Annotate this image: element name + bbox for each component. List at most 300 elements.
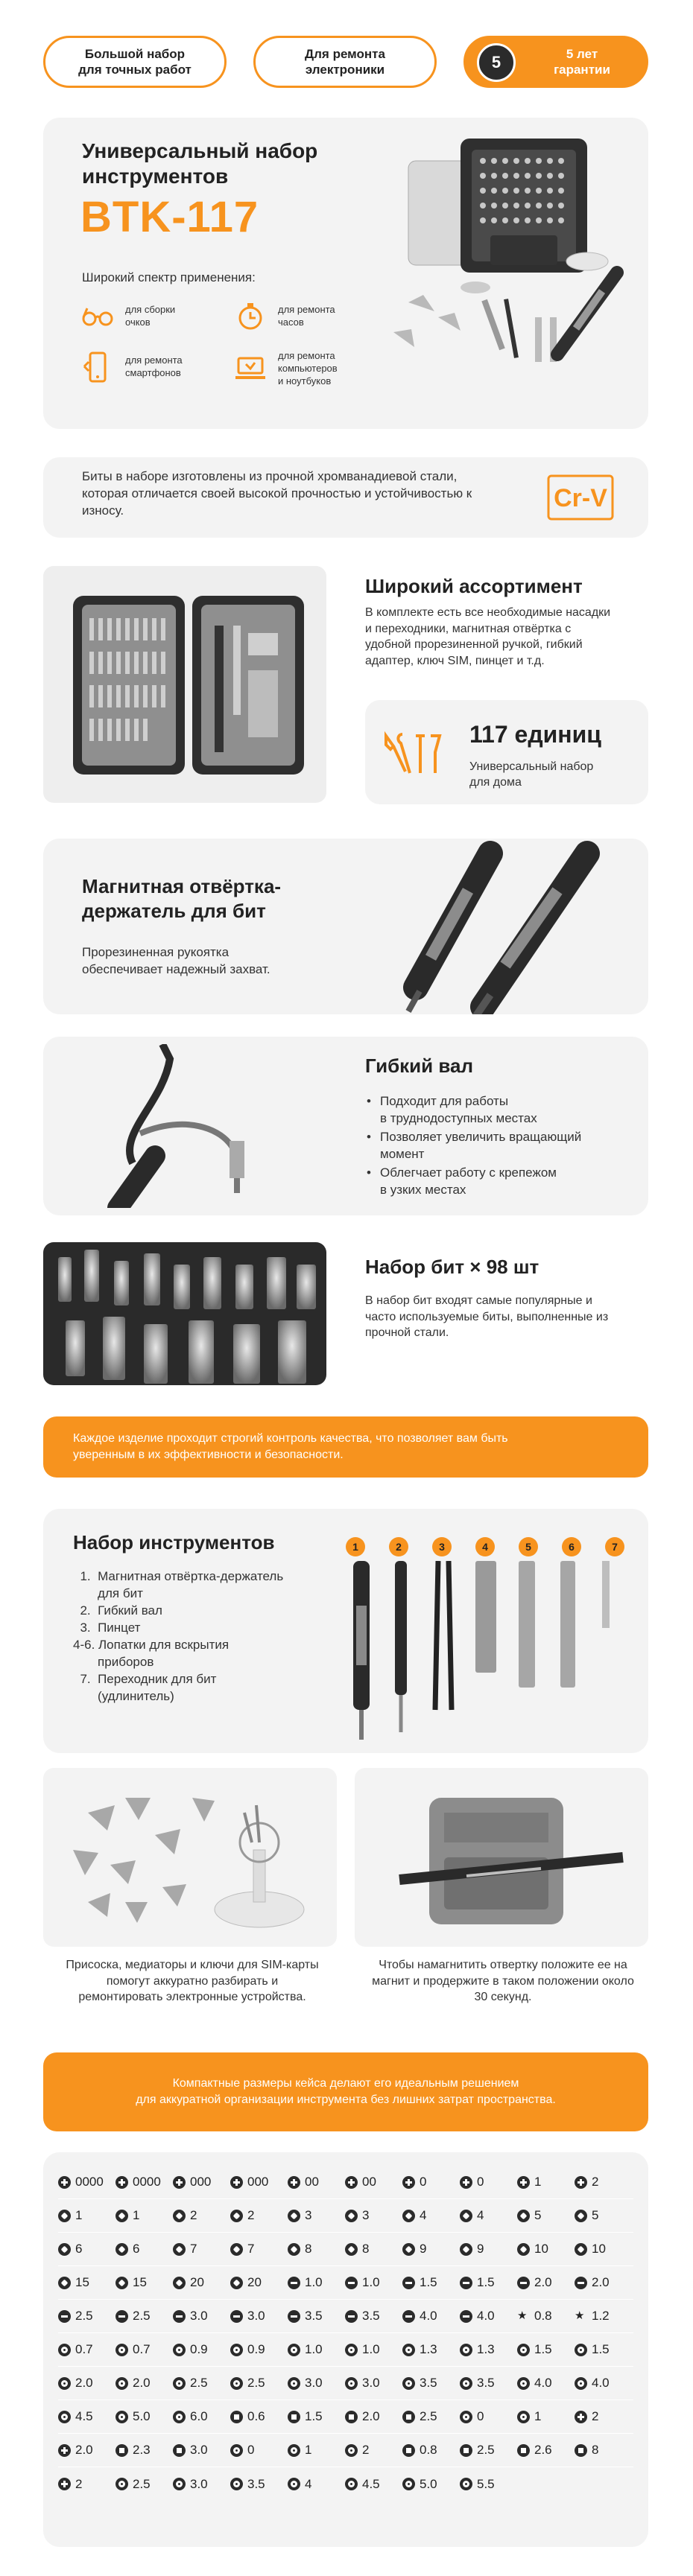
phillips-bit-icon <box>575 2411 587 2423</box>
star-bit-icon <box>575 2310 587 2323</box>
bit-size: 3.5 <box>305 2309 323 2323</box>
bit-size: 0.9 <box>190 2342 208 2356</box>
bit-cell <box>402 2275 460 2290</box>
bit-size: 2.0 <box>534 2275 552 2289</box>
bit-size: 1.5 <box>477 2275 495 2289</box>
bit-size: 6 <box>133 2242 140 2256</box>
bit-cell <box>460 2376 517 2391</box>
torx-bit-icon <box>460 2243 472 2256</box>
flex-title: Гибкий вал <box>365 1055 473 1077</box>
bit-cell <box>460 2175 517 2189</box>
tools-card <box>43 1509 648 1753</box>
torx-bit-icon <box>460 2210 472 2222</box>
tools-list <box>73 1568 341 1705</box>
tool-number-badge: 4 <box>475 1537 495 1556</box>
torx-bit-icon <box>345 2210 358 2222</box>
bit-size: 20 <box>190 2275 204 2289</box>
bit-size: 1.5 <box>592 2342 610 2356</box>
bit-size: 0 <box>477 2409 484 2423</box>
hex-bit-icon <box>288 2377 300 2390</box>
bit-size: 1 <box>75 2208 83 2222</box>
phillips-bit-icon <box>58 2444 71 2457</box>
flex-shaft-image <box>73 1044 319 1208</box>
bit-size: 8 <box>362 2242 370 2256</box>
feature-smartphone-label: для ремонта смартфонов <box>125 354 183 378</box>
bit-cell <box>345 2242 402 2257</box>
bit-size: 0000 <box>75 2175 104 2189</box>
hex-bit-icon <box>460 2344 472 2356</box>
compact-banner <box>43 2052 648 2131</box>
torx-bit-icon <box>288 2243 300 2256</box>
crv-card <box>43 457 648 538</box>
bit-size: 3.0 <box>190 2309 208 2323</box>
torx-bit-icon <box>345 2243 358 2256</box>
bit-cell <box>517 2242 575 2257</box>
bit-size: 4.0 <box>420 2309 437 2323</box>
slotted-bit-icon <box>460 2277 472 2289</box>
bit-size: 1.5 <box>420 2275 437 2289</box>
bit-size: 1 <box>534 2175 542 2189</box>
bit-cell <box>58 2175 116 2189</box>
bit-size: 2.0 <box>75 2376 93 2390</box>
bit-size: 5.0 <box>133 2409 151 2423</box>
bit-cell <box>402 2409 460 2424</box>
model-name: BTK-117 <box>80 193 259 241</box>
bit-cell <box>402 2309 460 2324</box>
pill-electronics-repair: Для ремонта электроники <box>253 36 437 88</box>
bit-cell <box>460 2208 517 2223</box>
hex-bit-icon <box>460 2411 472 2423</box>
bit-size: 7 <box>247 2242 255 2256</box>
square-bit-icon <box>173 2444 186 2457</box>
torx-bit-icon <box>575 2210 587 2222</box>
slotted-bit-icon <box>173 2310 186 2323</box>
bit-size: 1.3 <box>477 2342 495 2356</box>
bit-cell <box>517 2443 575 2458</box>
square-bit-icon <box>460 2444 472 2457</box>
bit-cell <box>575 2309 632 2324</box>
bit-cell <box>173 2342 230 2357</box>
bits-row <box>58 2300 633 2333</box>
bit-cell <box>116 2477 173 2492</box>
flex-bullet: • Подходит для работы в труднодоступных местах <box>365 1093 633 1128</box>
bit-size: 10 <box>592 2242 606 2256</box>
bit-size: 0.7 <box>75 2342 93 2356</box>
bit-cell <box>460 2342 517 2357</box>
hex-bit-icon <box>230 2377 243 2390</box>
bits-row <box>58 2367 633 2400</box>
bit-size: 4.0 <box>477 2309 495 2323</box>
bit-size: 2.0 <box>133 2376 151 2390</box>
tools-image <box>341 1561 639 1747</box>
bit-size: 3.0 <box>190 2443 208 2457</box>
bit-cell <box>575 2208 632 2223</box>
hex-bit-icon <box>173 2344 186 2356</box>
tool-number-badge: 5 <box>519 1537 538 1556</box>
bit-size: 1.5 <box>534 2342 552 2356</box>
crv-logo-icon <box>546 474 615 521</box>
bit-size: 2.6 <box>534 2443 552 2457</box>
bit-cell <box>517 2175 575 2189</box>
bit-size: 000 <box>247 2175 269 2189</box>
bit-cell <box>575 2242 632 2257</box>
bit-size: 2.3 <box>133 2443 151 2457</box>
glasses-icon <box>80 299 115 334</box>
bit-cell <box>575 2342 632 2357</box>
count-subtitle: Универсальный набор для дома <box>469 760 594 789</box>
bit-cell <box>288 2409 345 2424</box>
torx-bit-icon <box>575 2243 587 2256</box>
phillips-bit-icon <box>575 2176 587 2189</box>
bit-cell <box>460 2477 517 2492</box>
bit-cell <box>230 2275 288 2290</box>
bit-size: 5.0 <box>420 2476 437 2491</box>
bit-size: 0 <box>247 2443 255 2457</box>
hex-bit-icon <box>460 2377 472 2390</box>
bit-size: 2 <box>592 2175 599 2189</box>
square-bit-icon <box>288 2411 300 2423</box>
bit-size: 2.5 <box>133 2309 151 2323</box>
bit-cell <box>58 2208 116 2223</box>
hex-bit-icon <box>173 2377 186 2390</box>
bit-cell <box>58 2443 116 2458</box>
bit-size: 00 <box>305 2175 319 2189</box>
phillips-bit-icon <box>402 2176 415 2189</box>
bit-size: 000 <box>190 2175 212 2189</box>
hex-bit-icon <box>230 2444 243 2457</box>
slotted-bit-icon <box>402 2277 415 2289</box>
bit-size: 9 <box>477 2242 484 2256</box>
bit-cell <box>173 2275 230 2290</box>
tool-number-badge: 7 <box>605 1537 624 1556</box>
tools-list-item: 1. Магнитная отвёртка-держатель для бит <box>80 1569 284 1600</box>
quality-text: Каждое изделие проходит строгий контроль качества, что позволяет вам быть уверенным в их эффективности и безопасности. <box>73 1431 508 1461</box>
bitset-title: Набор бит × 98 шт <box>365 1256 539 1278</box>
tools-title: Набор инструментов <box>73 1531 275 1553</box>
bit-size: 1 <box>534 2409 542 2423</box>
crv-logo-text: Cr-V <box>554 484 607 512</box>
bit-size: 20 <box>247 2275 262 2289</box>
bit-cell <box>345 2309 402 2324</box>
bit-size: 0 <box>477 2175 484 2189</box>
hex-bit-icon <box>58 2411 71 2423</box>
bit-size: 2.5 <box>190 2376 208 2390</box>
hex-bit-icon <box>345 2444 358 2457</box>
bit-cell <box>575 2409 632 2424</box>
laptop-icon <box>233 352 268 386</box>
bit-cell <box>345 2175 402 2189</box>
tools-list-item: 2. Гибкий вал <box>73 1603 162 1618</box>
magnetizer-caption: Чтобы намагнитить отвертку положите ее на магнит и продержите в таком положении около 30 секунд. <box>372 1959 634 2004</box>
bit-cell <box>58 2242 116 2257</box>
flex-bullet: • Облегчает работу с крепежом в узких местах <box>365 1165 633 1199</box>
magnetic-title: Магнитная отвёртка- держатель для бит <box>82 875 282 922</box>
bit-size: 00 <box>362 2175 376 2189</box>
bit-cell <box>116 2376 173 2391</box>
count-value: 117 единиц <box>469 721 601 748</box>
feature-smartphone <box>80 350 183 384</box>
bit-cell <box>517 2409 575 2424</box>
bit-cell <box>116 2175 173 2189</box>
torx-bit-icon <box>517 2243 530 2256</box>
crv-text: Биты в наборе изготовлены из прочной хромванадиевой стали, которая отличается своей высокой прочностью и устойчивостью к износу. <box>82 469 472 518</box>
hex-bit-icon <box>345 2377 358 2390</box>
hex-bit-icon <box>288 2478 300 2490</box>
bit-cell <box>173 2443 230 2458</box>
assortment-title: Широкий ассортимент <box>365 575 583 597</box>
bit-size: 3.5 <box>247 2476 265 2491</box>
bit-cell <box>460 2275 517 2290</box>
torx-bit-icon <box>230 2243 243 2256</box>
bit-cell <box>460 2309 517 2324</box>
bit-size: 4.5 <box>75 2409 93 2423</box>
phillips-bit-icon <box>230 2176 243 2189</box>
phillips-bit-icon <box>116 2176 128 2189</box>
bit-cell <box>288 2275 345 2290</box>
bits-row <box>58 2166 633 2199</box>
bit-size: 2 <box>247 2208 255 2222</box>
bit-size: 4.0 <box>592 2376 610 2390</box>
torx-bit-icon <box>58 2277 71 2289</box>
bit-cell <box>230 2242 288 2257</box>
bit-cell <box>173 2175 230 2189</box>
warranty-badge-icon: 5 <box>477 43 516 82</box>
hero-card <box>43 118 648 429</box>
bit-size: 0000 <box>133 2175 161 2189</box>
bit-size: 5 <box>592 2208 599 2222</box>
bit-cell <box>230 2309 288 2324</box>
tool-number-badge: 1 <box>346 1537 365 1556</box>
hex-bit-icon <box>116 2478 128 2490</box>
bit-cell <box>58 2409 116 2424</box>
bit-size: 4.5 <box>362 2476 380 2491</box>
square-bit-icon <box>116 2444 128 2457</box>
bit-cell <box>402 2242 460 2257</box>
bit-cell <box>517 2376 575 2391</box>
slotted-bit-icon <box>58 2310 71 2323</box>
bit-size: 15 <box>75 2275 89 2289</box>
bit-cell <box>402 2208 460 2223</box>
bit-size: 1.0 <box>362 2275 380 2289</box>
phillips-bit-icon <box>58 2478 71 2490</box>
torx-bit-icon <box>402 2243 415 2256</box>
bit-cell <box>517 2208 575 2223</box>
count-card <box>365 700 648 804</box>
slotted-bit-icon <box>230 2310 243 2323</box>
bit-size: 3.5 <box>420 2376 437 2390</box>
bit-cell <box>288 2309 345 2324</box>
bit-size: 2.5 <box>477 2443 495 2457</box>
bit-cell <box>517 2342 575 2357</box>
bit-cell <box>517 2309 575 2324</box>
bit-cell <box>345 2409 402 2424</box>
bit-size: 7 <box>190 2242 197 2256</box>
bit-size: 1 <box>305 2443 312 2457</box>
torx-bit-icon <box>116 2277 128 2289</box>
warranty-label: 5 лет гарантии <box>554 46 610 77</box>
magnetizer-photo <box>355 1768 648 1947</box>
bit-size: 1.0 <box>305 2275 323 2289</box>
slotted-bit-icon <box>345 2310 358 2323</box>
smartphone-icon <box>80 350 115 384</box>
tool-number-badge: 3 <box>432 1537 452 1556</box>
phillips-bit-icon <box>288 2176 300 2189</box>
hex-bit-icon <box>517 2411 530 2423</box>
torx-bit-icon <box>58 2243 71 2256</box>
bit-size: 4.0 <box>534 2376 552 2390</box>
bit-cell <box>288 2376 345 2391</box>
hex-bit-icon <box>116 2411 128 2423</box>
bit-cell <box>288 2477 345 2492</box>
bit-size: 0.8 <box>420 2443 437 2457</box>
torx-bit-icon <box>517 2210 530 2222</box>
square-bit-icon <box>575 2444 587 2457</box>
flex-bullet: • Позволяет увеличить вращающий момент <box>365 1129 633 1163</box>
bit-cell <box>173 2208 230 2223</box>
bit-cell <box>288 2443 345 2458</box>
torx-bit-icon <box>230 2210 243 2222</box>
bit-size: 5 <box>534 2208 542 2222</box>
bit-cell <box>460 2409 517 2424</box>
bit-cell <box>288 2208 345 2223</box>
bit-size: 0.8 <box>534 2309 552 2323</box>
bit-size: 1 <box>133 2208 140 2222</box>
bit-cell <box>58 2309 116 2324</box>
bit-cell <box>230 2175 288 2189</box>
bit-size: 15 <box>133 2275 147 2289</box>
bits-row <box>58 2266 633 2300</box>
torx-bit-icon <box>402 2210 415 2222</box>
tools-list-item: 4-6. Лопатки для вскрытия приборов <box>73 1637 230 1669</box>
bit-cell <box>345 2477 402 2492</box>
bit-cell <box>116 2443 173 2458</box>
bit-cell <box>173 2409 230 2424</box>
square-bit-icon <box>230 2411 243 2423</box>
bit-size: 10 <box>534 2242 548 2256</box>
bit-size: 4 <box>477 2208 484 2222</box>
feature-computers-label: для ремонта компьютеров и ноутбуков <box>278 350 338 387</box>
bit-cell <box>230 2376 288 2391</box>
screwdriver-image <box>364 839 648 1014</box>
bit-cell <box>58 2275 116 2290</box>
slotted-bit-icon <box>116 2310 128 2323</box>
bit-size: 3.0 <box>190 2476 208 2491</box>
applications-title: Широкий спектр применения: <box>82 270 256 284</box>
bit-cell <box>173 2242 230 2257</box>
slotted-bit-icon <box>288 2277 300 2289</box>
hex-bit-icon <box>173 2411 186 2423</box>
bit-size: 9 <box>420 2242 427 2256</box>
hex-bit-icon <box>345 2478 358 2490</box>
magnetic-card <box>43 839 648 1014</box>
assortment-text: В комплекте есть все необходимые насадки и переходники, магнитная отвёртка с удобной прорезиненной ручкой, гибкий адаптер, ключ SIM, пинцет и т.д. <box>365 606 611 667</box>
hex-bit-icon <box>402 2478 415 2490</box>
bit-cell <box>230 2477 288 2492</box>
bit-cell <box>173 2309 230 2324</box>
star-bit-icon <box>517 2310 530 2323</box>
quality-banner <box>43 1416 648 1478</box>
flex-bullets <box>365 1093 633 1200</box>
torx-bit-icon <box>230 2277 243 2289</box>
bit-size: 3.5 <box>477 2376 495 2390</box>
phillips-bit-icon <box>517 2176 530 2189</box>
bit-cell <box>173 2477 230 2492</box>
bit-cell <box>402 2477 460 2492</box>
accessories-photo <box>43 1768 337 1947</box>
bit-cell <box>345 2208 402 2223</box>
hex-bit-icon <box>575 2344 587 2356</box>
bit-size: 5.5 <box>477 2476 495 2491</box>
bits-closeup-photo <box>43 1242 326 1385</box>
bit-size: 2 <box>190 2208 197 2222</box>
bit-size: 3 <box>305 2208 312 2222</box>
bit-cell <box>116 2342 173 2357</box>
bit-size: 2.5 <box>247 2376 265 2390</box>
bit-cell <box>575 2175 632 2189</box>
feature-computers <box>233 350 338 388</box>
torx-bit-icon <box>288 2210 300 2222</box>
tool-number-badge: 6 <box>562 1537 581 1556</box>
bit-cell <box>116 2309 173 2324</box>
bit-cell <box>116 2242 173 2257</box>
bit-size: 2 <box>75 2476 83 2491</box>
tools-list-item: 7. Переходник для бит (удлинитель) <box>80 1671 217 1703</box>
bit-cell <box>288 2342 345 2357</box>
tool-number-badge: 2 <box>389 1537 408 1556</box>
bit-cell <box>230 2443 288 2458</box>
hex-bit-icon <box>517 2344 530 2356</box>
compact-text: Компактные размеры кейса делают его идеальным решением для аккуратной организации инструмента без лишних затрат пространства. <box>136 2076 556 2106</box>
bit-cell <box>402 2443 460 2458</box>
bits-grid <box>43 2152 648 2547</box>
bit-cell <box>460 2242 517 2257</box>
bit-size: 1.0 <box>305 2342 323 2356</box>
bit-size: 0.6 <box>247 2409 265 2423</box>
slotted-bit-icon <box>288 2310 300 2323</box>
hex-bit-icon <box>575 2377 587 2390</box>
bit-size: 6.0 <box>190 2409 208 2423</box>
bit-size: 0 <box>420 2175 427 2189</box>
hex-bit-icon <box>58 2377 71 2390</box>
feature-glasses-label: для сборки очков <box>125 304 176 328</box>
bit-size: 3.0 <box>247 2309 265 2323</box>
bit-cell <box>58 2342 116 2357</box>
tools-list-item: 3. Пинцет <box>73 1620 141 1635</box>
phillips-bit-icon <box>58 2176 71 2189</box>
bit-size: 2.0 <box>592 2275 610 2289</box>
hex-bit-icon <box>58 2344 71 2356</box>
accessories-caption: Присоска, медиаторы и ключи для SIM-карты помогут аккуратно разбирать и ремонтировать электронные устройства. <box>66 1959 319 2004</box>
bit-cell <box>230 2409 288 2424</box>
bit-cell <box>58 2376 116 2391</box>
bit-cell <box>575 2376 632 2391</box>
phillips-bit-icon <box>173 2176 186 2189</box>
bits-row <box>58 2233 633 2266</box>
bit-cell <box>288 2175 345 2189</box>
hex-bit-icon <box>230 2344 243 2356</box>
bit-size: 3.5 <box>362 2309 380 2323</box>
bit-size: 0.9 <box>247 2342 265 2356</box>
torx-bit-icon <box>58 2210 71 2222</box>
bit-cell <box>575 2275 632 2290</box>
bit-size: 8 <box>305 2242 312 2256</box>
torx-bit-icon <box>116 2243 128 2256</box>
bit-size: 2.5 <box>133 2476 151 2491</box>
bit-size: 3.0 <box>305 2376 323 2390</box>
hex-bit-icon <box>230 2478 243 2490</box>
product-kit-image <box>379 131 632 414</box>
bit-cell <box>402 2376 460 2391</box>
